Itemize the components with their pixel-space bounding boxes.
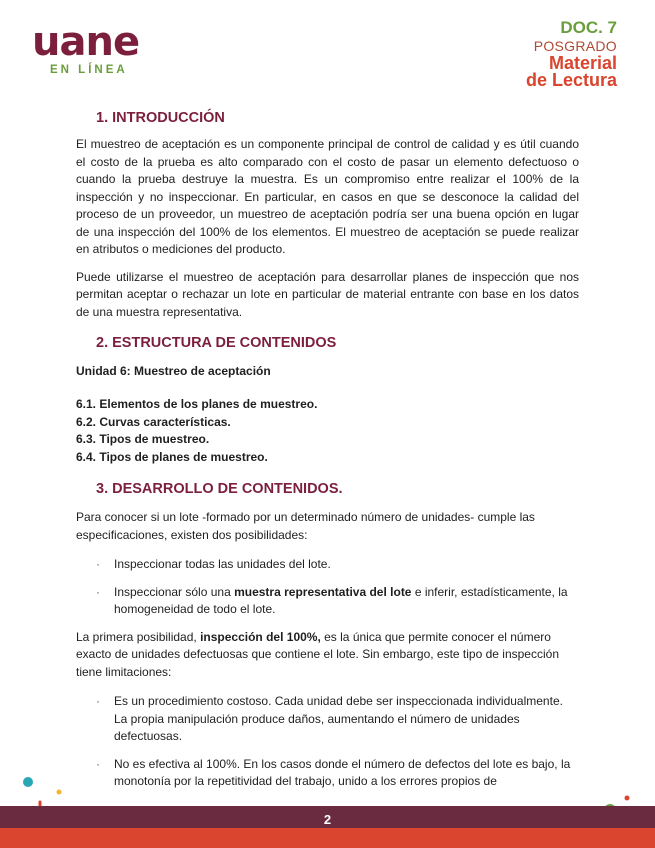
possibilities-list — [76, 556, 579, 619]
list-item: · Inspeccionar sólo una muestra representativa del lote e inferir, estadísticamente, la homogeneidad de todo el lote. — [96, 584, 568, 616]
section-title-estructura: 2. ESTRUCTURA DE CONTENIDOS — [96, 335, 337, 351]
logo-tagline: EN LÍNEA — [50, 64, 128, 76]
doc-title-line-1: Material — [548, 53, 617, 73]
content-list — [76, 396, 579, 466]
page-number: 2 — [323, 812, 332, 827]
doc-number: DOC. 7 — [560, 18, 617, 37]
list-item: · Inspeccionar todas las unidades del lote. — [76, 556, 579, 574]
development-paragraph-1: Para conocer si un lote -formado por un determinado número de unidades- cumple las especificaciones, existen dos posibilidades: — [76, 510, 535, 542]
doc-title-line-2: de Lectura — [525, 70, 617, 90]
uane-logo — [32, 19, 140, 76]
document-badge — [526, 18, 617, 89]
yellow-dot-icon — [57, 790, 62, 795]
section-title-desarrollo: 3. DESARROLLO DE CONTENIDOS. — [96, 481, 343, 497]
list-item: 6.4. Tipos de planes de muestreo. — [76, 449, 268, 464]
red-dot-icon — [625, 796, 630, 801]
bullet-icon: · — [96, 557, 100, 571]
teal-dot-icon — [23, 777, 33, 787]
bullet-icon: · — [96, 756, 100, 771]
list-item: · No es efectiva al 100%. En los casos donde el número de defectos del lote es bajo, la monotonía por la repetitividad del trabajo, unido a los errores propios de — [96, 756, 571, 788]
list-item: 6.2. Curvas características. — [76, 414, 231, 429]
document-body — [76, 108, 579, 791]
list-item: 6.1. Elementos de los planes de muestreo. — [76, 397, 318, 411]
limitations-list — [76, 693, 579, 791]
list-item: · Es un procedimiento costoso. Cada unidad debe ser inspeccionada individualmente. La propia manipulación produce daños, aumentando el número de unidades defectuosas. — [96, 694, 563, 743]
bullet-icon: · — [96, 584, 100, 599]
intro-paragraph-1: El muestreo de aceptación es un componente principal de control de calidad y es útil cuando el costo de la prueba es alto comparado con el costo de pasar un elemento defectuoso o cuando la prueba destruye la muestra. Es un compromiso entre realizar el 100% de la inspección y no inspeccionar. En particular, en casos en que se desconoce la calidad del proceso de un proveedor, un muestreo de aceptación podría ser una buena opción en lugar de una inspección del 100% de los elementos. El muestreo de aceptación se puede realizar en atributos o mediciones del producto. — [76, 137, 579, 256]
page-footer — [0, 806, 655, 848]
list-item: 6.3. Tipos de muestreo. — [76, 432, 210, 446]
bullet-icon: · — [96, 694, 100, 708]
footer-band-accent — [0, 828, 655, 848]
unit-title: Unidad 6: Muestreo de aceptación — [76, 364, 271, 378]
intro-paragraph-2: Puede utilizarse el muestreo de aceptación para desarrollar planes de inspección que nos permitan aceptar o rechazar un lote en particular de material entrante con base en los datos de una muestra representativa. — [76, 269, 579, 319]
doc-program: POSGRADO — [533, 38, 617, 54]
logo-wordmark: uane — [32, 19, 140, 65]
development-paragraph-2: La primera posibilidad, inspección del 100%, es la única que permite conocer el número exacto de unidades defectuosas que contiene el lote. Sin embargo, este tipo de inspección tiene limitaciones: — [76, 629, 559, 679]
page-header — [0, 0, 655, 100]
section-title-introduccion: 1. INTRODUCCIÓN — [96, 110, 225, 126]
